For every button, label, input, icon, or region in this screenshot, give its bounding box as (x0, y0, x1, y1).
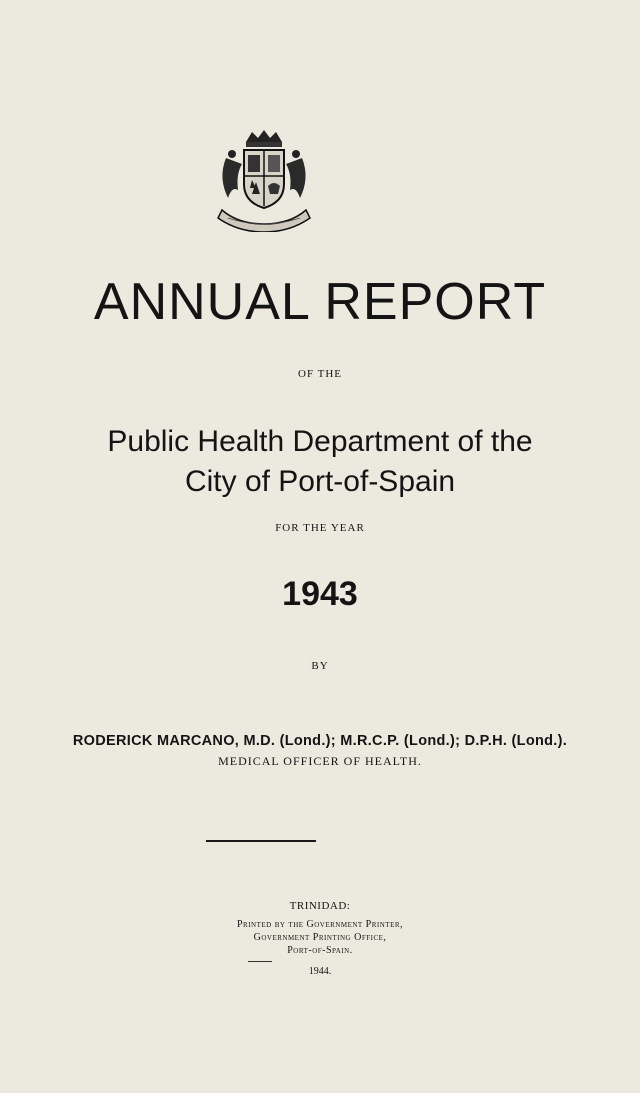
imprint-rule (248, 961, 272, 962)
author-name: RODERICK MARCANO, M.D. (Lond.); M.R.C.P. (Lond.); D.P.H. (Lond.). (72, 733, 568, 749)
imprint-city: Port-of-Spain. (287, 945, 353, 956)
divider-rule (206, 840, 316, 842)
of-the-label: OF THE (298, 368, 342, 380)
for-the-year-label: FOR THE YEAR (275, 522, 365, 534)
imprint-place: TRINIDAD: (289, 900, 351, 912)
imprint-printer: Printed by the Government Printer, (236, 919, 404, 930)
department-line-1: Public Health Department of the (107, 425, 533, 458)
department-line-2: City of Port-of-Spain (184, 465, 456, 498)
by-label: BY (311, 660, 329, 672)
author-title: MEDICAL OFFICER OF HEALTH. (218, 754, 422, 768)
city-coat-of-arms-icon (208, 128, 320, 232)
publication-year: 1944. (308, 966, 332, 977)
report-year: 1943 (282, 575, 358, 613)
report-title: ANNUAL REPORT (93, 273, 547, 331)
imprint-office: Government Printing Office, (253, 932, 387, 943)
